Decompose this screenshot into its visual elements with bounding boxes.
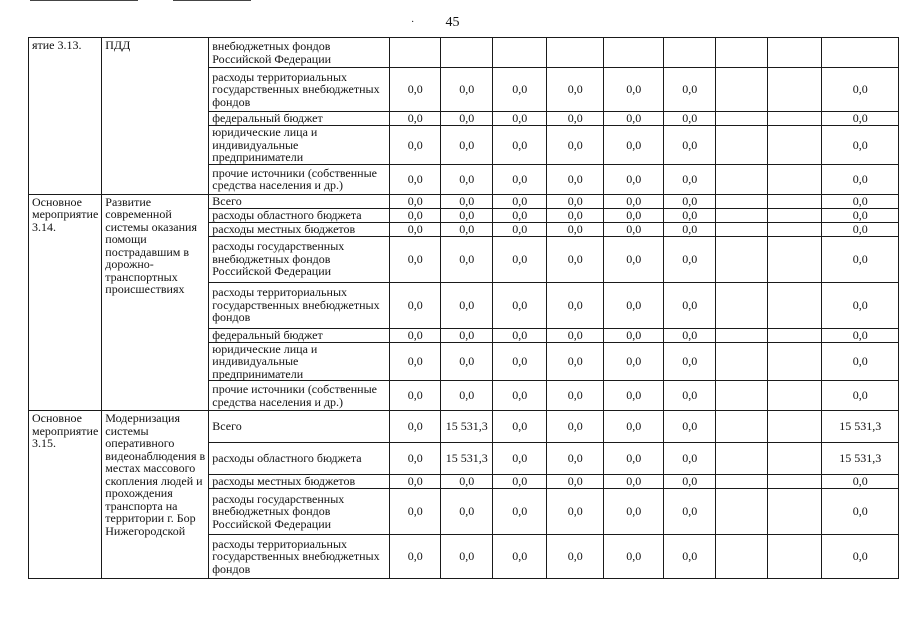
amount-cell: 0,0 [547,443,604,475]
amount-cell: 0,0 [390,282,441,328]
amount-cell [716,222,768,236]
amount-cell [768,194,822,208]
table-row [29,411,899,443]
amount-cell [768,489,822,535]
amount-cell [716,126,768,165]
amount-cell: 0,0 [390,342,441,381]
amount-cell [716,443,768,475]
amount-cell: 0,0 [390,126,441,165]
amount-cell: 0,0 [664,489,716,535]
amount-cell: 0,0 [664,126,716,165]
amount-cell: 0,0 [493,381,547,411]
amount-cell: 0,0 [390,328,441,342]
amount-cell: 0,0 [493,222,547,236]
amount-cell [716,489,768,535]
amount-cell: 0,0 [822,342,899,381]
amount-cell: 0,0 [441,535,493,579]
amount-cell: 0,0 [493,475,547,489]
amount-cell: 0,0 [390,68,441,112]
amount-cell: 0,0 [604,411,664,443]
amount-cell: 0,0 [822,236,899,282]
amount-cell [768,222,822,236]
amount-cell [493,38,547,68]
amount-cell: 0,0 [664,164,716,194]
amount-cell: 15 531,3 [822,443,899,475]
funding-source: юридические лица и индивидуальные предприниматели [209,126,390,165]
amount-cell: 0,0 [822,535,899,579]
amount-cell: 0,0 [390,236,441,282]
amount-cell: 0,0 [441,222,493,236]
amount-cell: 0,0 [547,194,604,208]
amount-cell [768,282,822,328]
amount-cell: 0,0 [664,342,716,381]
amount-cell [768,475,822,489]
measure-code: Основное мероприятие 3.14. [29,194,102,411]
amount-cell: 0,0 [604,68,664,112]
amount-cell [604,38,664,68]
amount-cell: 0,0 [547,328,604,342]
amount-cell: 0,0 [547,411,604,443]
amount-cell: 0,0 [604,381,664,411]
amount-cell [716,236,768,282]
funding-source: расходы территориальных государственных внебюджетных фондов [209,535,390,579]
amount-cell: 0,0 [604,126,664,165]
amount-cell: 0,0 [664,282,716,328]
page-number: 45 [445,15,460,30]
amount-cell: 0,0 [664,381,716,411]
amount-cell: 0,0 [441,475,493,489]
amount-cell: 0,0 [493,236,547,282]
amount-cell: 0,0 [604,342,664,381]
amount-cell: 0,0 [547,535,604,579]
amount-cell: 0,0 [604,489,664,535]
funding-source: юридические лица и индивидуальные предприниматели [209,342,390,381]
amount-cell [768,535,822,579]
amount-cell [768,126,822,165]
amount-cell [768,342,822,381]
funding-source: расходы территориальных государственных внебюджетных фондов [209,282,390,328]
amount-cell: 0,0 [604,236,664,282]
amount-cell: 0,0 [493,126,547,165]
amount-cell [768,443,822,475]
amount-cell: 0,0 [390,208,441,222]
amount-cell: 0,0 [493,164,547,194]
amount-cell: 0,0 [604,282,664,328]
amount-cell: 0,0 [822,222,899,236]
amount-cell [716,38,768,68]
amount-cell: 0,0 [604,194,664,208]
table-row [29,194,899,208]
amount-cell: 0,0 [664,328,716,342]
funding-source: внебюджетных фондов Российской Федерации [209,38,390,68]
amount-cell: 0,0 [390,475,441,489]
amount-cell: 0,0 [441,194,493,208]
amount-cell: 0,0 [441,342,493,381]
amount-cell [716,164,768,194]
amount-cell: 0,0 [441,328,493,342]
amount-cell: 0,0 [664,535,716,579]
amount-cell: 0,0 [822,282,899,328]
amount-cell: 0,0 [604,164,664,194]
amount-cell [716,112,768,126]
table-body [29,38,899,579]
amount-cell: 0,0 [547,208,604,222]
amount-cell: 0,0 [390,381,441,411]
amount-cell: 0,0 [664,443,716,475]
amount-cell: 0,0 [664,68,716,112]
amount-cell: 0,0 [547,164,604,194]
amount-cell [441,38,493,68]
amount-cell: 0,0 [493,411,547,443]
amount-cell: 0,0 [547,126,604,165]
amount-cell: 0,0 [441,282,493,328]
amount-cell: 0,0 [441,126,493,165]
amount-cell: 0,0 [822,68,899,112]
amount-cell: 0,0 [822,164,899,194]
funding-source: федеральный бюджет [209,328,390,342]
amount-cell: 0,0 [547,489,604,535]
amount-cell: 0,0 [493,443,547,475]
amount-cell: 0,0 [822,194,899,208]
amount-cell: 0,0 [441,489,493,535]
funding-source: прочие источники (собственные средства населения и др.) [209,381,390,411]
amount-cell: 0,0 [493,328,547,342]
amount-cell [390,38,441,68]
table-row [29,38,899,68]
amount-cell: 0,0 [441,381,493,411]
funding-source: Всего [209,194,390,208]
funding-source: прочие источники (собственные средства населения и др.) [209,164,390,194]
scan-speck: · [411,17,415,28]
amount-cell: 0,0 [822,328,899,342]
amount-cell: 0,0 [493,282,547,328]
amount-cell: 0,0 [441,112,493,126]
amount-cell: 0,0 [664,236,716,282]
amount-cell: 0,0 [547,381,604,411]
amount-cell [716,342,768,381]
amount-cell: 0,0 [547,236,604,282]
amount-cell: 0,0 [493,489,547,535]
amount-cell: 0,0 [822,475,899,489]
amount-cell: 0,0 [604,222,664,236]
amount-cell [768,208,822,222]
amount-cell [716,328,768,342]
amount-cell: 0,0 [547,342,604,381]
amount-cell [768,381,822,411]
amount-cell: 0,0 [822,126,899,165]
amount-cell: 0,0 [664,475,716,489]
measure-name: Модернизация системы оперативного видеонаблюдения в местах массового скопления людей и прохождения транспорта на территории г. Бор Нижегородской [102,411,209,579]
amount-cell: 0,0 [822,208,899,222]
funding-source: расходы областного бюджета [209,208,390,222]
amount-cell [716,475,768,489]
top-rule-right [173,0,251,1]
amount-cell: 0,0 [604,112,664,126]
amount-cell: 0,0 [493,112,547,126]
amount-cell [768,38,822,68]
funding-source: Всего [209,411,390,443]
amount-cell: 0,0 [664,222,716,236]
amount-cell: 15 531,3 [822,411,899,443]
amount-cell: 0,0 [664,411,716,443]
amount-cell: 0,0 [547,282,604,328]
amount-cell: 0,0 [547,222,604,236]
amount-cell [716,535,768,579]
funding-source: расходы государственных внебюджетных фондов Российской Федерации [209,489,390,535]
amount-cell: 0,0 [547,112,604,126]
amount-cell: 0,0 [493,342,547,381]
amount-cell [768,328,822,342]
funding-source: расходы государственных внебюджетных фондов Российской Федерации [209,236,390,282]
funding-source: расходы областного бюджета [209,443,390,475]
amount-cell: 0,0 [493,535,547,579]
amount-cell: 0,0 [604,328,664,342]
amount-cell: 0,0 [493,194,547,208]
amount-cell [768,236,822,282]
amount-cell [716,411,768,443]
funding-source: расходы местных бюджетов [209,222,390,236]
amount-cell: 0,0 [664,112,716,126]
funding-source: федеральный бюджет [209,112,390,126]
amount-cell [822,38,899,68]
amount-cell: 0,0 [441,164,493,194]
amount-cell: 0,0 [604,535,664,579]
budget-table [28,37,899,579]
amount-cell: 0,0 [390,443,441,475]
funding-source: расходы местных бюджетов [209,475,390,489]
amount-cell: 0,0 [493,208,547,222]
measure-name: ПДД [102,38,209,195]
amount-cell: 0,0 [390,194,441,208]
measure-code: ятие 3.13. [29,38,102,195]
measure-name: Развитие современной системы оказания помощи пострадавшим в дорожно-транспортных происшествиях [102,194,209,411]
amount-cell [768,411,822,443]
amount-cell [547,38,604,68]
amount-cell: 0,0 [390,164,441,194]
amount-cell [716,208,768,222]
amount-cell: 0,0 [390,535,441,579]
amount-cell: 0,0 [390,112,441,126]
amount-cell [768,112,822,126]
amount-cell: 0,0 [441,208,493,222]
amount-cell [716,194,768,208]
amount-cell: 0,0 [390,489,441,535]
amount-cell: 0,0 [664,208,716,222]
amount-cell: 0,0 [547,68,604,112]
amount-cell: 0,0 [822,489,899,535]
amount-cell [716,381,768,411]
amount-cell: 15 531,3 [441,443,493,475]
amount-cell [768,164,822,194]
amount-cell: 0,0 [822,112,899,126]
amount-cell: 0,0 [604,208,664,222]
amount-cell: 0,0 [604,475,664,489]
amount-cell: 0,0 [390,222,441,236]
amount-cell: 0,0 [822,381,899,411]
amount-cell: 0,0 [441,236,493,282]
amount-cell: 0,0 [664,194,716,208]
amount-cell [768,68,822,112]
amount-cell [664,38,716,68]
amount-cell: 15 531,3 [441,411,493,443]
measure-code: Основное мероприятие 3.15. [29,411,102,579]
top-rule-left [30,0,138,1]
amount-cell: 0,0 [493,68,547,112]
amount-cell: 0,0 [604,443,664,475]
amount-cell: 0,0 [390,411,441,443]
funding-source: расходы территориальных государственных внебюджетных фондов [209,68,390,112]
amount-cell: 0,0 [441,68,493,112]
amount-cell [716,68,768,112]
amount-cell [716,282,768,328]
amount-cell: 0,0 [547,475,604,489]
